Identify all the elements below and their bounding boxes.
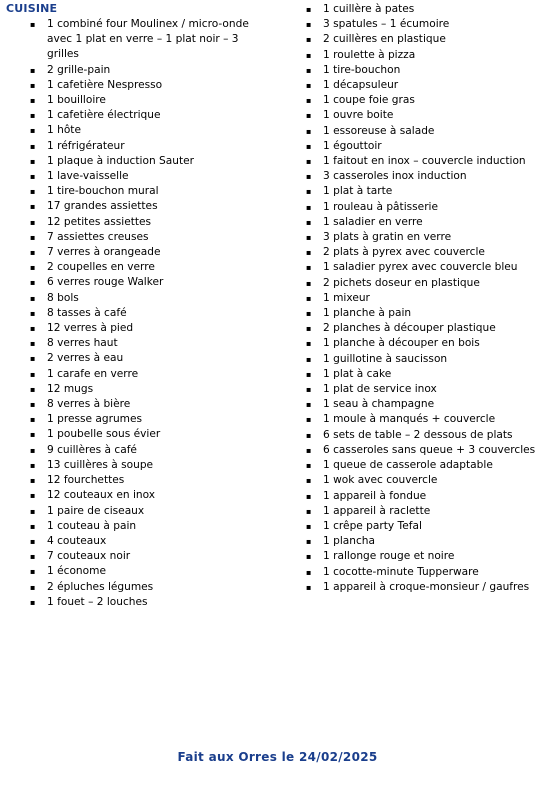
list-item xyxy=(306,473,551,488)
list-item xyxy=(306,291,551,306)
list-item-text: 1 plat à tarte xyxy=(323,185,393,198)
left-inventory-list xyxy=(30,17,280,610)
bullet-icon: ▪ xyxy=(30,506,36,516)
list-item xyxy=(306,276,551,291)
list-item xyxy=(30,230,280,245)
bullet-icon: ▪ xyxy=(30,65,36,75)
list-item-text: 1 carafe en verre xyxy=(47,367,139,380)
bullet-icon: ▪ xyxy=(30,263,36,273)
bullet-icon: ▪ xyxy=(306,385,312,395)
list-item xyxy=(30,139,280,154)
bullet-icon: ▪ xyxy=(306,187,312,197)
list-item xyxy=(306,519,551,534)
bullet-icon: ▪ xyxy=(306,233,312,243)
bullet-icon: ▪ xyxy=(30,278,36,288)
list-item-text: 1 appareil à fondue xyxy=(323,489,427,502)
list-item xyxy=(306,17,551,32)
list-item xyxy=(306,549,551,564)
bullet-icon: ▪ xyxy=(306,339,312,349)
bullet-icon: ▪ xyxy=(306,278,312,288)
bullet-icon: ▪ xyxy=(30,248,36,258)
bullet-icon: ▪ xyxy=(30,354,36,364)
list-item-text: 1 appareil à croque-monsieur / gaufres xyxy=(323,580,530,593)
bullet-icon: ▪ xyxy=(30,172,36,182)
bullet-icon: ▪ xyxy=(30,521,36,531)
list-item xyxy=(30,184,280,199)
bullet-icon: ▪ xyxy=(306,369,312,379)
bullet-icon: ▪ xyxy=(30,460,36,470)
bullet-icon: ▪ xyxy=(306,445,312,455)
bullet-icon: ▪ xyxy=(306,293,312,303)
list-item xyxy=(30,199,280,214)
list-item-text: 1 plancha xyxy=(323,535,376,548)
list-item xyxy=(30,63,280,78)
list-item-text: 2 cuillères en plastique xyxy=(323,33,446,46)
list-item xyxy=(30,595,280,610)
list-item xyxy=(30,169,280,184)
bullet-icon: ▪ xyxy=(30,400,36,410)
list-item-text: 1 essoreuse à salade xyxy=(323,124,435,137)
list-item-text: 1 fouet – 2 louches xyxy=(47,595,148,608)
bullet-icon: ▪ xyxy=(306,35,312,45)
list-item xyxy=(306,124,551,139)
list-item-text: 1 cuillère à pates xyxy=(323,3,415,15)
list-item-text: 1 rallonge rouge et noire xyxy=(323,550,455,563)
list-item-text: 1 cafetière Nespresso xyxy=(47,78,163,91)
list-item xyxy=(30,549,280,564)
list-item-text: 7 verres à orangeade xyxy=(47,246,161,259)
bullet-icon: ▪ xyxy=(306,552,312,562)
list-item-text: 7 couteaux noir xyxy=(47,550,131,563)
bullet-icon: ▪ xyxy=(30,491,36,501)
bullet-icon: ▪ xyxy=(306,141,312,151)
bullet-icon: ▪ xyxy=(306,20,312,30)
bullet-icon: ▪ xyxy=(306,461,312,471)
list-item-text: 3 casseroles inox induction xyxy=(323,170,467,183)
bullet-icon: ▪ xyxy=(30,536,36,546)
list-item-text: 1 coupe foie gras xyxy=(323,94,415,107)
list-item-text: 1 plaque à induction Sauter xyxy=(47,154,194,167)
bullet-icon: ▪ xyxy=(30,20,36,29)
list-item-text: 12 verres à pied xyxy=(47,322,134,335)
list-item xyxy=(306,78,551,93)
list-item-text: 6 sets de table – 2 dessous de plats xyxy=(323,428,513,441)
list-item xyxy=(30,488,280,503)
list-item xyxy=(306,534,551,549)
list-item xyxy=(306,245,551,260)
list-item xyxy=(306,321,551,336)
list-item xyxy=(30,275,280,290)
list-item xyxy=(306,489,551,504)
list-item xyxy=(30,260,280,275)
list-item xyxy=(30,336,280,351)
list-item xyxy=(306,215,551,230)
bullet-icon: ▪ xyxy=(30,582,36,592)
bullet-icon: ▪ xyxy=(30,552,36,562)
bullet-icon: ▪ xyxy=(306,415,312,425)
list-item-text: 1 couteau à pain xyxy=(47,519,137,532)
bullet-icon: ▪ xyxy=(30,202,36,212)
list-item-text: 1 poubelle sous évier xyxy=(47,428,161,441)
bullet-icon: ▪ xyxy=(306,309,312,319)
list-item-text: 1 crêpe party Tefal xyxy=(323,519,422,532)
list-item xyxy=(306,2,551,17)
bullet-icon: ▪ xyxy=(306,400,312,410)
list-item-text: 8 bols xyxy=(47,291,79,304)
list-item-text: 1 plat à cake xyxy=(323,367,392,380)
bullet-icon: ▪ xyxy=(306,491,312,501)
list-item xyxy=(306,458,551,473)
list-item xyxy=(306,443,551,458)
list-item xyxy=(30,412,280,427)
bullet-icon: ▪ xyxy=(306,354,312,364)
bullet-icon: ▪ xyxy=(30,597,36,607)
list-item xyxy=(306,230,551,245)
list-item xyxy=(30,245,280,260)
bullet-icon: ▪ xyxy=(306,126,312,136)
list-item-text: 12 couteaux en inox xyxy=(47,489,156,502)
list-item-text: 1 mixeur xyxy=(323,291,370,304)
list-item xyxy=(306,93,551,108)
bullet-icon: ▪ xyxy=(306,65,312,75)
bullet-icon: ▪ xyxy=(30,80,36,90)
list-item xyxy=(306,63,551,78)
bullet-icon: ▪ xyxy=(306,217,312,227)
bullet-icon: ▪ xyxy=(30,430,36,440)
list-item xyxy=(30,564,280,579)
bullet-icon: ▪ xyxy=(306,476,312,486)
bullet-icon: ▪ xyxy=(30,126,36,136)
bullet-icon: ▪ xyxy=(30,232,36,242)
section-heading: CUISINE xyxy=(6,2,58,15)
list-item-text: 1 seau à champagne xyxy=(323,398,435,411)
list-item-text: 1 économe xyxy=(47,565,106,578)
bullet-icon: ▪ xyxy=(30,415,36,425)
list-item xyxy=(306,154,551,169)
list-item xyxy=(30,321,280,336)
list-item-text: 1 plat de service inox xyxy=(323,383,437,396)
bullet-icon: ▪ xyxy=(30,308,36,318)
list-item-text: 4 couteaux xyxy=(47,534,107,547)
list-item-text: 2 grille-pain xyxy=(47,63,111,76)
list-item-text: 1 appareil à raclette xyxy=(323,504,431,517)
bullet-icon: ▪ xyxy=(306,5,312,14)
list-item xyxy=(306,200,551,215)
list-item xyxy=(30,534,280,549)
bullet-icon: ▪ xyxy=(306,263,312,273)
list-item xyxy=(30,351,280,366)
list-item-text: 12 fourchettes xyxy=(47,474,125,487)
bullet-icon: ▪ xyxy=(306,537,312,547)
list-item xyxy=(30,215,280,230)
list-item-text: 9 cuillères à café xyxy=(47,443,137,456)
list-item xyxy=(306,336,551,351)
list-item-text: 1 tire-bouchon mural xyxy=(47,185,159,198)
bullet-icon: ▪ xyxy=(306,506,312,516)
list-item-text: 1 tire-bouchon xyxy=(323,63,401,76)
list-item-text: 2 plats à pyrex avec couvercle xyxy=(323,246,485,259)
list-item-text: 1 guillotine à saucisson xyxy=(323,352,448,365)
list-item xyxy=(30,291,280,306)
list-item-text: 2 épluches légumes xyxy=(47,580,154,593)
list-item xyxy=(306,412,551,427)
list-item-text: 2 planches à découper plastique xyxy=(323,322,496,335)
bullet-icon: ▪ xyxy=(306,324,312,334)
bullet-icon: ▪ xyxy=(30,384,36,394)
list-item xyxy=(30,78,280,93)
list-item-text: 1 cafetière électrique xyxy=(47,109,161,122)
list-item-text: 1 planche à pain xyxy=(323,307,412,320)
list-item xyxy=(30,367,280,382)
list-item-text: 1 faitout en inox – couvercle induction xyxy=(323,155,526,168)
list-item-text: 1 presse agrumes xyxy=(47,413,143,426)
bullet-icon: ▪ xyxy=(306,81,312,91)
list-item-text: 1 planche à découper en bois xyxy=(323,337,480,350)
list-item-text: 1 moule à manqués + couvercle xyxy=(323,413,496,426)
list-item-text: 1 cocotte-minute Tupperware xyxy=(323,565,479,578)
list-item xyxy=(306,504,551,519)
list-item xyxy=(306,169,551,184)
bullet-icon: ▪ xyxy=(30,156,36,166)
bullet-icon: ▪ xyxy=(30,293,36,303)
bullet-icon: ▪ xyxy=(30,187,36,197)
bullet-icon: ▪ xyxy=(306,111,312,121)
list-item-text: 1 égouttoir xyxy=(323,139,382,152)
list-item-text: 1 hôte xyxy=(47,124,81,137)
list-item xyxy=(306,428,551,443)
bullet-icon: ▪ xyxy=(306,50,312,60)
bullet-icon: ▪ xyxy=(30,141,36,151)
bullet-icon: ▪ xyxy=(306,202,312,212)
list-item-text: 13 cuillères à soupe xyxy=(47,458,154,471)
bullet-icon: ▪ xyxy=(30,324,36,334)
list-item-text: 17 grandes assiettes xyxy=(47,200,158,213)
bullet-icon: ▪ xyxy=(30,476,36,486)
list-item-text: 8 verres à bière xyxy=(47,398,131,411)
list-item-text: 1 combiné four Moulinex / micro-onde avec 1 plat en verre – 1 plat noir – 3 grilles xyxy=(47,18,249,61)
list-item-text: 1 saladier pyrex avec couvercle bleu xyxy=(323,261,518,274)
list-item xyxy=(30,154,280,169)
bullet-icon: ▪ xyxy=(306,582,312,592)
list-item xyxy=(30,443,280,458)
bullet-icon: ▪ xyxy=(30,96,36,106)
list-item xyxy=(306,382,551,397)
list-item xyxy=(30,93,280,108)
list-item xyxy=(306,565,551,580)
list-item xyxy=(30,519,280,534)
bullet-icon: ▪ xyxy=(30,111,36,121)
list-item-text: 1 roulette à pizza xyxy=(323,48,416,61)
list-item-text: 6 verres rouge Walker xyxy=(47,276,164,289)
list-item xyxy=(30,108,280,123)
list-item xyxy=(306,108,551,123)
bullet-icon: ▪ xyxy=(30,217,36,227)
footer-signature: Fait aux Orres le 24/02/2025 xyxy=(177,750,378,764)
list-item-text: 2 verres à eau xyxy=(47,352,124,365)
list-item xyxy=(30,382,280,397)
list-item xyxy=(30,123,280,138)
bullet-icon: ▪ xyxy=(306,521,312,531)
list-item-text: 1 rouleau à pâtisserie xyxy=(323,200,439,213)
list-item-text: 12 petites assiettes xyxy=(47,215,152,228)
list-item xyxy=(30,458,280,473)
list-item xyxy=(306,580,551,595)
list-item-text: 1 décapsuleur xyxy=(323,79,399,92)
bullet-icon: ▪ xyxy=(306,567,312,577)
list-item-text: 1 paire de ciseaux xyxy=(47,504,145,517)
list-item xyxy=(306,48,551,63)
list-item-text: 1 lave-vaisselle xyxy=(47,170,129,183)
bullet-icon: ▪ xyxy=(306,430,312,440)
list-item-text: 8 tasses à café xyxy=(47,306,127,319)
list-item-text: 3 plats à gratin en verre xyxy=(323,231,452,244)
bullet-icon: ▪ xyxy=(306,96,312,106)
list-item-text: 2 coupelles en verre xyxy=(47,261,155,274)
list-item-text: 1 queue de casserole adaptable xyxy=(323,459,493,472)
list-item-text: 1 bouilloire xyxy=(47,94,106,107)
list-item xyxy=(306,184,551,199)
list-item xyxy=(306,367,551,382)
list-item xyxy=(306,397,551,412)
list-item-text: 1 wok avec couvercle xyxy=(323,474,438,487)
list-item xyxy=(30,306,280,321)
list-item-text: 7 assiettes creuses xyxy=(47,230,149,243)
list-item xyxy=(306,260,551,275)
list-item xyxy=(306,139,551,154)
list-item-text: 1 réfrigérateur xyxy=(47,139,125,152)
list-item-text: 8 verres haut xyxy=(47,337,118,350)
list-item-text: 6 casseroles sans queue + 3 couvercles xyxy=(323,443,536,456)
bullet-icon: ▪ xyxy=(306,157,312,167)
list-item xyxy=(306,352,551,367)
bullet-icon: ▪ xyxy=(306,248,312,258)
list-item xyxy=(30,580,280,595)
list-item xyxy=(30,427,280,442)
list-item xyxy=(30,17,262,63)
list-item-text: 3 spatules – 1 écumoire xyxy=(323,18,450,31)
bullet-icon: ▪ xyxy=(30,369,36,379)
list-item-text: 12 mugs xyxy=(47,382,94,395)
bullet-icon: ▪ xyxy=(30,339,36,349)
list-item xyxy=(306,32,551,47)
list-item-text: 1 saladier en verre xyxy=(323,215,423,228)
list-item xyxy=(30,397,280,412)
bullet-icon: ▪ xyxy=(306,172,312,182)
bullet-icon: ▪ xyxy=(30,567,36,577)
list-item xyxy=(30,473,280,488)
list-item xyxy=(30,504,280,519)
bullet-icon: ▪ xyxy=(30,445,36,455)
list-item-text: 1 ouvre boite xyxy=(323,109,394,122)
right-inventory-list xyxy=(306,2,551,595)
list-item xyxy=(306,306,551,321)
list-item-text: 2 pichets doseur en plastique xyxy=(323,276,480,289)
